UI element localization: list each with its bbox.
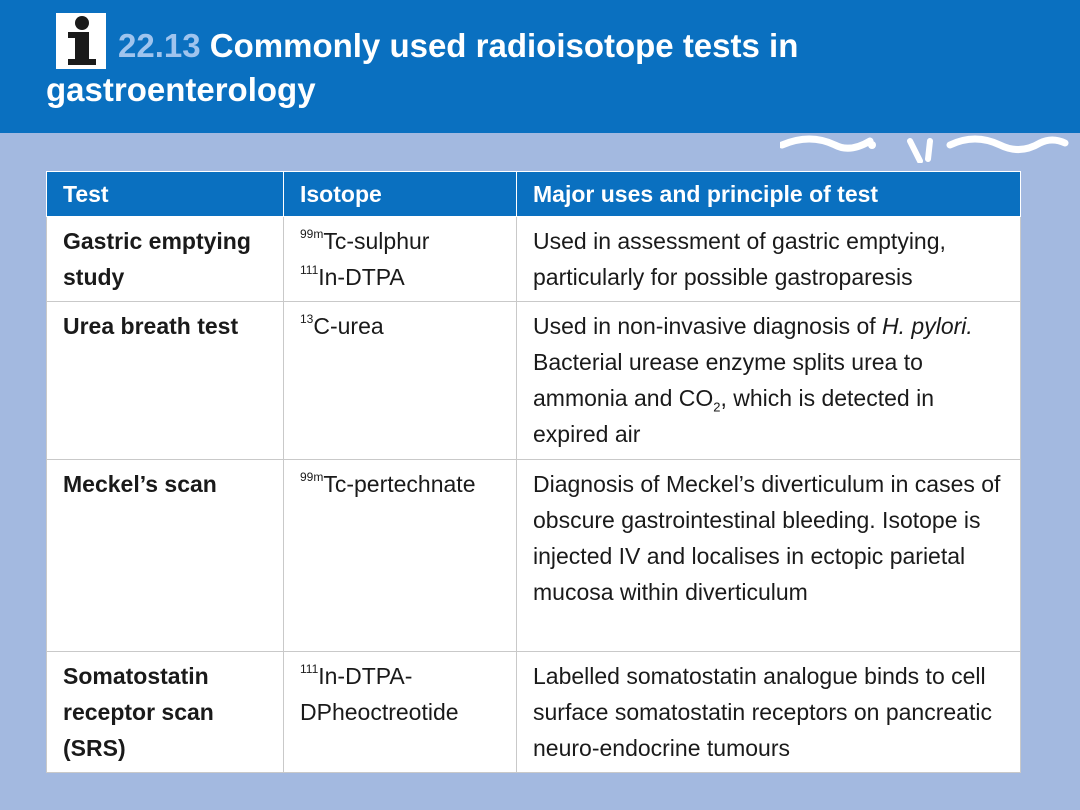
table-row [47,652,1021,773]
isotope-name: Tc-pertechnate [323,471,476,497]
test-cell: Gastric emptying study [47,217,284,302]
description-cell: Labelled somatostatin analogue binds to cell surface somatostatin receptors on pancreatic neuro-endocrine tumours [517,652,1021,773]
isotope-line [300,223,500,259]
title-banner [0,0,1080,133]
isotope-name: In-DTPA [318,264,405,290]
page-title [46,24,1046,112]
isotope-line [300,259,500,295]
isotope-line [300,308,500,344]
isotope-name: In-DTPA-DPheoctreotide [300,663,459,725]
description-text: Bacterial urease enzyme splits urea to ammonia and CO [533,349,923,411]
table-row [47,217,1021,302]
isotope-name: C-urea [313,313,384,339]
subscript: 2 [713,399,721,415]
test-cell: Meckel’s scan [47,460,284,652]
isotope-line [300,658,500,730]
description-cell [517,302,1021,460]
table-number: 22.13 [118,27,201,64]
description-cell: Diagnosis of Meckel’s diverticulum in cases of obscure gastrointestinal bleeding. Isotope is injected IV and localises in ectopic parietal mucosa within diverticulum [517,460,1021,652]
mass-number: 13 [300,312,314,327]
test-cell: Somatostatin receptor scan (SRS) [47,652,284,773]
isotope-line [300,466,500,502]
mass-number: 99m [300,227,324,242]
mass-number: 111 [300,662,319,677]
isotope-name: Tc-sulphur [323,228,430,254]
description-text: Used in non-invasive diagnosis of [533,313,883,339]
mass-number: 111 [300,263,319,278]
isotope-cell [284,652,517,773]
column-header-isotope: Isotope [284,172,517,217]
description-cell: Used in assessment of gastric emptying, particularly for possible gastroparesis [517,217,1021,302]
isotope-cell [284,460,517,652]
table-row [47,302,1021,460]
column-header-uses: Major uses and principle of test [517,172,1021,217]
description-text: , which is detected in expired air [533,385,934,447]
isotope-cell [284,217,517,302]
decorative-swirl-icon [780,133,1070,163]
column-header-test: Test [47,172,284,217]
table-row [47,460,1021,652]
title-text: Commonly used radioisotope tests in gastroenterology [46,27,799,108]
isotope-cell [284,302,517,460]
test-cell: Urea breath test [47,302,284,460]
mass-number: 99m [300,470,324,485]
radioisotope-table [46,171,1021,773]
organism-name: H. pylori. [882,313,973,339]
table-header-row [47,172,1021,217]
